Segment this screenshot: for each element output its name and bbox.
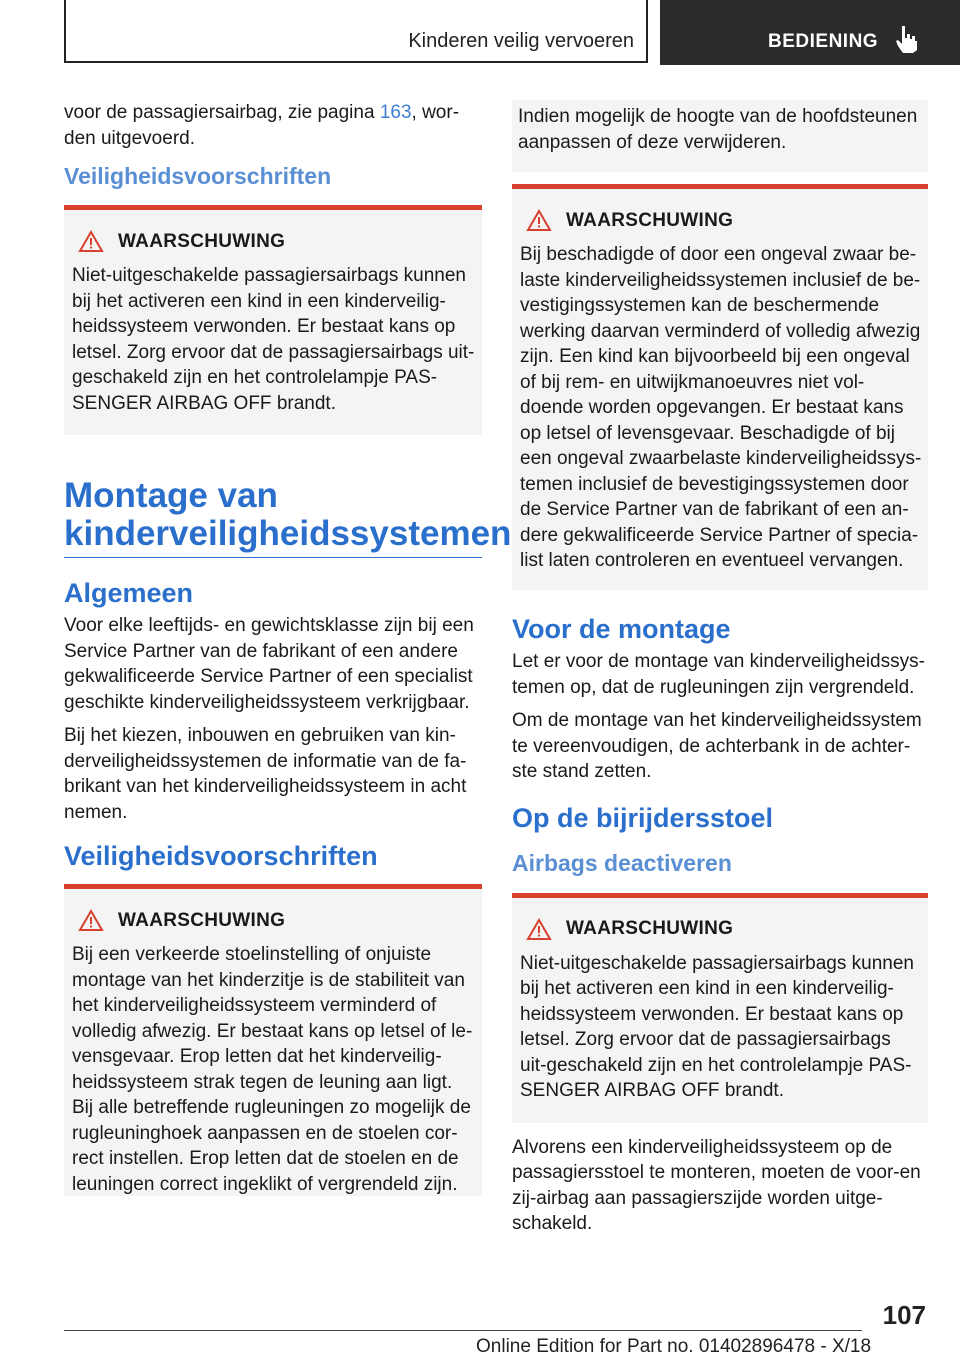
warning-title: WAARSCHUWING	[118, 909, 286, 931]
footer-edition: Online Edition for Part no. 01402896478 - X/18	[476, 1336, 872, 1357]
warning-box	[512, 184, 928, 590]
heading-before-mounting: Voor de montage	[512, 614, 731, 644]
before-paragraph-2: Om de montage van het kinderveiligheidssystem te vereenvoudigen, de achterbank in de achter-ste stand zetten.	[512, 710, 922, 782]
warning-box	[64, 205, 482, 435]
section-heading-safety-2: Veiligheidsvoorschriften	[64, 841, 378, 871]
section-title: BEDIENING	[768, 31, 879, 52]
warning-text: Bij een verkeerde stoelinstelling of onjuiste montage van het kinderzitje is de stabiliteit van het kinderveiligheidssysteem verminderd of volledig afwezig. Er bestaat kans op letsel of le-vensgevaar. Erop letten dat het kinderveilig-heidssysteem strak tegen de leuning aan ligt. Bij alle betreffende rugleuningen zo mogelijk de rugleuninghoek aanpassen en de stoelen cor-rect instellen. Erop letten dat de stoelen en de leuningen correct ingeklikt of vergrendeld zijn.	[72, 944, 473, 1195]
chapter-heading	[64, 476, 512, 558]
heading-deactivate-airbags: Airbags deactiveren	[512, 849, 732, 876]
chapter-title: Kinderen veilig vervoeren	[408, 30, 634, 52]
warning-box	[512, 893, 928, 1123]
warning-triangle-icon	[526, 918, 552, 941]
chapter-heading-text: Montage van kinderveiligheidssystemen	[64, 476, 512, 553]
final-paragraph: Alvorens een kinderveiligheidssysteem op de passagiersstoel te monteren, moeten de voor-en zij-airbag aan passagierszijde worden uitge-schakeld.	[512, 1136, 921, 1234]
general-paragraph-1: Voor elke leeftijds- en gewichtsklasse zijn bij een Service Partner van de fabrikant of een andere gekwalificeerde Service Partner of een specialist geschikte kinderveiligheidssysteem verkrijgbaar.	[64, 615, 474, 713]
warning-text: Niet-uitgeschakelde passagiersairbags kunnen bij het activeren een kind in een kinderveilig-heidssysteem verwonden. Er bestaat kans op letsel. Zorg ervoor dat de passagiersairbags uit-geschakeld zijn en het controlelampje PAS-SENGER AIRBAG OFF brandt.	[520, 952, 914, 1101]
note-box	[512, 100, 928, 172]
left-column	[64, 100, 512, 1196]
page-number: 107	[882, 1300, 926, 1330]
heading-passenger-seat: Op de bijrijdersstoel	[512, 802, 774, 833]
warning-triangle-icon	[526, 209, 552, 232]
page-header	[0, 0, 960, 66]
chapter-tab	[64, 0, 648, 63]
warning-box	[64, 884, 482, 1196]
intro-paragraph: voor de passagiersairbag, zie pagina 163, wor-den uitgevoerd.	[64, 102, 460, 149]
section-tab	[660, 0, 960, 65]
warning-title: WAARSCHUWING	[566, 209, 734, 231]
warning-title: WAARSCHUWING	[566, 918, 734, 939]
footer-divider	[64, 1330, 862, 1331]
warning-triangle-icon	[78, 230, 104, 253]
warning-text: Bij beschadigde of door een ongeval zwaar be-laste kinderveiligheidssystemen inclusief de be-vestigingssystemen kan de beschermende werking daarvan verminderd of volledig afwezig zijn. Een kind kan bijvoorbeeld bij een ongeval of bij rem- en uitwijkmanoeuvres niet vol-doende worden opgevangen. Er bestaat kans op letsel of levensgevaar. Beschadigde of bij een ongeval zwaarbelaste kinderveiligheidssys-temen inclusief de bevestigingssystemen door de Service Partner van de fabrikant of een an-dere gekwalificeerde Service Partner of specia-list laten controleren en eventueel vervangen.	[520, 244, 922, 571]
warning-title: WAARSCHUWING	[118, 230, 286, 252]
note-text: Indien mogelijk de hoogte van de hoofdsteunen aanpassen of deze verwijderen.	[518, 106, 918, 153]
before-paragraph-1: Let er voor de montage van kinderveiligheidssys-temen op, dat de rugleuningen zijn vergrendeld.	[512, 651, 925, 698]
heading-general: Algemeen	[64, 578, 194, 608]
warning-triangle-icon	[78, 909, 104, 932]
page-link[interactable]: 163	[379, 102, 412, 123]
pointing-hand-icon	[893, 24, 919, 54]
warning-text: Niet-uitgeschakelde passagiersairbags kunnen bij het activeren een kind in een kinderveilig-heidssysteem verwonden. Er bestaat kans op letsel. Zorg ervoor dat de passagiersairbags uit-geschakeld zijn en het controlelampje PAS-SENGER AIRBAG OFF brandt.	[72, 265, 475, 414]
general-paragraph-2: Bij het kiezen, inbouwen en gebruiken van kin-derveiligheidssystemen de informatie van de fa-brikant van het kinderveiligheidssysteem in acht nemen.	[64, 725, 467, 823]
right-column	[512, 100, 928, 1245]
section-heading-safety: Veiligheidsvoorschriften	[64, 163, 332, 189]
